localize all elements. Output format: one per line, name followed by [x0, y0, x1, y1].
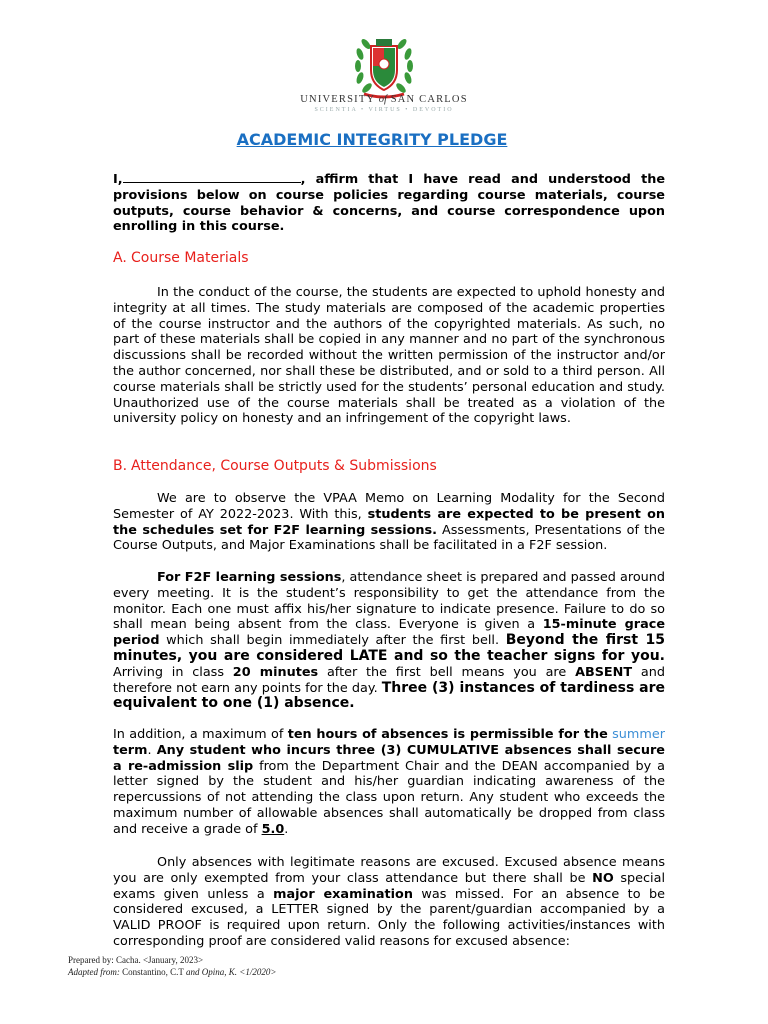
attendance-paragraph-4: Only absences with legitimate reasons are excused. Excused absence means you are only exempted from your class attendance but there shall be NO special exams given unless a major examination was missed. For an absence to be considered excused, a LETTER signed by the parent/guardian accompanied by a VALID PROOF is required upon return. Only the following activities/instances with corresponding proof are considered valid reasons for excused absence:	[113, 855, 665, 949]
attendance-paragraph-3: In addition, a maximum of ten hours of absences is permissible for the summer term. Any student who incurs three (3) CUMULATIVE absences shall secure a re-admission slip from the Department Chair and the DEAN accompanied by a letter signed by the student and his/her guardian indicating awareness of the repercussions of not attending the class upon return. Any student who exceeds the maximum number of allowable absences shall automatically be dropped from class and receive a grade of 5.0.	[113, 727, 666, 837]
section-b-heading: B. Attendance, Course Outputs & Submissions	[113, 458, 437, 474]
prepared-by-footer: Prepared by: Cacha. <January, 2023>	[68, 955, 204, 965]
university-motto: SCIENTIA • VIRTUS • DEVOTIO	[314, 107, 454, 113]
section-a-body: In the conduct of the course, the students are expected to uphold honesty and integrity at all times. The study materials are composed of the academic properties of the course instructor and the authors of the copyrighted materials. As such, no part of these materials shall be copied in any manner and no part of the synchronous discussions shall be recorded without the written permission of the instructor and/or the author concerned, nor shall these be distributed, and or sold to a third person. All course materials shall be strictly used for the students’ personal education and study. Unauthorized use of the course materials shall be treated as a violation of the university policy on honesty and an infringement of the copyright laws.	[113, 285, 665, 427]
attendance-paragraph-2: For F2F learning sessions, attendance sheet is prepared and passed around every meeting. It is the student’s responsibility to get the attendance from the monitor. Each one must affix his/her signature to indicate presence. Failure to do so shall mean being absent from the class. Everyone is given a 15-minute grace period which shall begin immediately after the first bell. Beyond the first 15 minutes, you are considered LATE and so the teacher signs for you. Arriving in class 20 minutes after the first bell means you are ABSENT and therefore not earn any points for the day. Three (3) instances of tardiness are equivalent to one (1) absence.	[113, 570, 666, 712]
pledge-statement: I, , affirm that I have read and understood the provisions below on course policies regarding course materials, course outputs, course behavior & concerns, and course correspondence upon enrolling in this course.	[113, 172, 665, 235]
attendance-paragraph-1: We are to observe the VPAA Memo on Learning Modality for the Second Semester of AY 2022-2023. With this, students are expected to be present on the schedules set for F2F learning sessions. Assessments, Presentations of the Course Outputs, and Major Examinations shall be facilitated in a F2F session.	[113, 491, 666, 554]
section-a-heading: A. Course Materials	[113, 250, 249, 266]
university-seal-logo	[324, 36, 444, 100]
document-title: ACADEMIC INTEGRITY PLEDGE	[236, 130, 508, 149]
name-blank-line	[123, 172, 301, 183]
adapted-from-footer: Adapted from: Constantino, C.T and Opina, K. <1/2020>	[68, 967, 277, 977]
university-name: UNIVERSITY of SAN CARLOS	[300, 94, 468, 105]
